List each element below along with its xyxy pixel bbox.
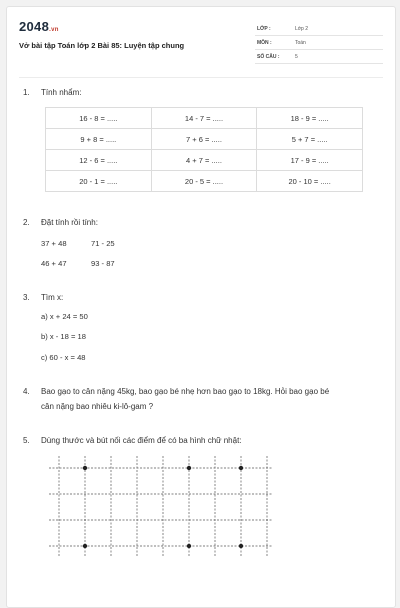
meta-key: LỚP : — [257, 26, 271, 32]
question-text: Tìm x: — [41, 293, 64, 302]
table-cell: 9 + 8 = ..... — [46, 129, 152, 150]
table-cell: 17 - 9 = ..... — [257, 150, 363, 171]
question-text-line-1: Bao gạo to cân nặng 45kg, bao gạo bé nhẹ hơn bao gạo to 18kg. Hỏi bao gạo bé — [41, 387, 330, 396]
column-calc-item: 46 + 47 — [41, 259, 67, 268]
question-2 — [23, 218, 98, 227]
table-cell: 20 - 1 = ..... — [46, 171, 152, 192]
table-cell: 12 - 6 = ..... — [46, 150, 152, 171]
question-text: Tính nhẩm: — [41, 88, 82, 97]
header-divider — [19, 77, 383, 78]
meta-value: Toán — [295, 40, 306, 46]
table-cell: 20 - 5 = ..... — [151, 171, 257, 192]
logo-text: 2048 — [19, 19, 50, 34]
table-cell: 7 + 6 = ..... — [151, 129, 257, 150]
table-row — [46, 129, 363, 150]
question-number: 5. — [23, 436, 30, 445]
find-x-item: a) x + 24 = 50 — [41, 312, 88, 321]
question-1 — [23, 88, 81, 97]
meta-row-subject — [255, 36, 383, 50]
worksheet-page — [6, 6, 396, 608]
question-number: 2. — [23, 218, 30, 227]
column-calc-item: 71 - 25 — [91, 239, 115, 248]
table-cell: 4 + 7 = ..... — [151, 150, 257, 171]
logo-tld: .vn — [49, 27, 59, 33]
table-cell: 14 - 7 = ..... — [151, 108, 257, 129]
question-3 — [23, 293, 63, 302]
question-number: 4. — [23, 387, 30, 396]
find-x-item: b) x - 18 = 18 — [41, 332, 86, 341]
meta-key: SỐ CÂU : — [257, 54, 280, 60]
meta-value: 5 — [295, 54, 298, 60]
table-cell: 5 + 7 = ..... — [257, 129, 363, 150]
dashed-grid-lines — [49, 456, 273, 556]
find-x-item: c) 60 - x = 48 — [41, 353, 86, 362]
site-logo[interactable] — [19, 19, 59, 34]
meta-value: Lớp 2 — [295, 26, 309, 32]
worksheet-header — [19, 19, 383, 69]
meta-row-question-count — [255, 50, 383, 64]
meta-row-class — [255, 22, 383, 36]
dot-grid-diagram — [45, 454, 275, 560]
question-number: 1. — [23, 88, 30, 97]
column-calc-item: 37 + 48 — [41, 239, 67, 248]
mental-math-table — [45, 107, 363, 192]
table-cell: 18 - 9 = ..... — [257, 108, 363, 129]
question-5 — [23, 436, 242, 445]
table-cell: 16 - 8 = ..... — [46, 108, 152, 129]
table-row — [46, 171, 363, 192]
page-title: Vở bài tập Toán lớp 2 Bài 85: Luyện tập chung — [19, 41, 185, 50]
question-text: Dùng thước và bút nối các điểm để có ba hình chữ nhật: — [41, 436, 242, 445]
column-calc-item: 93 - 87 — [91, 259, 115, 268]
table-row — [46, 150, 363, 171]
question-text-line-2: cân nặng bao nhiêu ki-lô-gam ? — [41, 402, 154, 411]
question-4 — [23, 387, 329, 396]
question-number: 3. — [23, 293, 30, 302]
table-cell: 20 - 10 = ..... — [257, 171, 363, 192]
question-text: Đặt tính rồi tính: — [41, 218, 98, 227]
meta-key: MÔN : — [257, 40, 272, 46]
meta-info — [255, 22, 383, 64]
table-row — [46, 108, 363, 129]
